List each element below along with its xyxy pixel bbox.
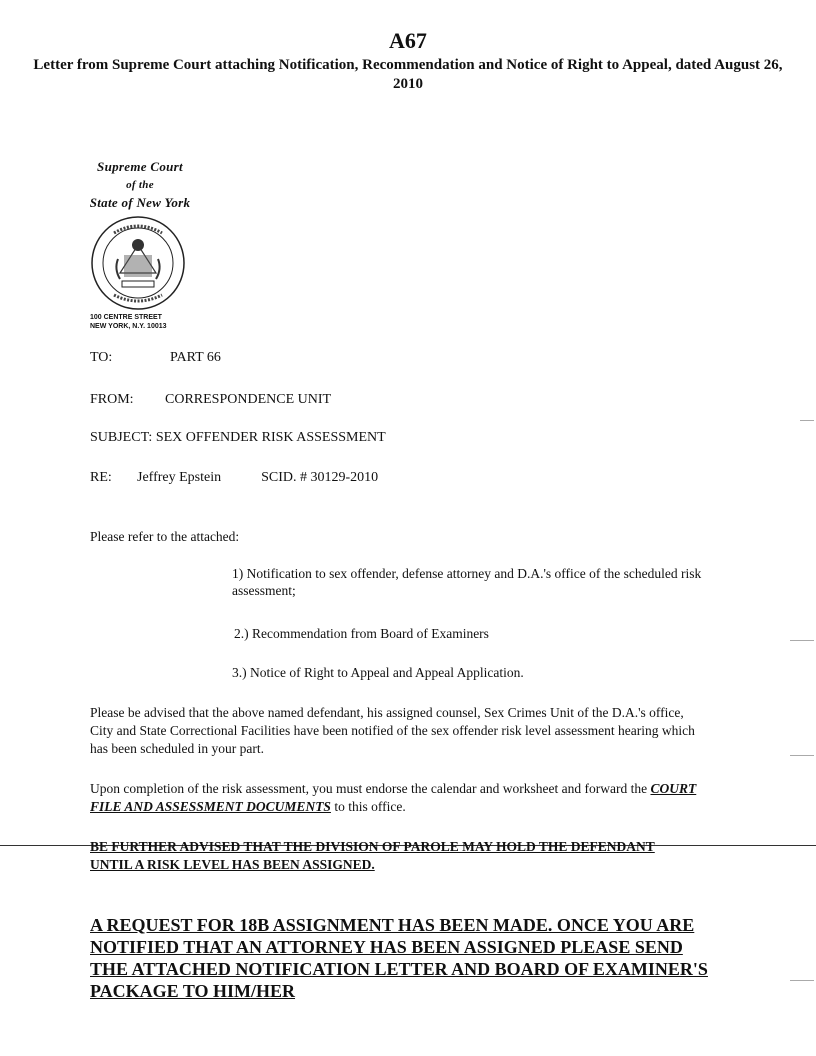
memo-to-row (90, 350, 221, 366)
memo-from-label: FROM: (90, 392, 134, 407)
address-line2: NEW YORK, N.Y. 10013 (90, 323, 167, 330)
margin-mark (790, 755, 814, 756)
notification-paragraph: Please be advised that the above named defendant, his assigned counsel, Sex Crimes Unit of the D.A.'s office, City and State Correctional Facilities have been notified of the sex offender risk level assessment hearing which has been scheduled in your part. (90, 705, 695, 756)
memo-subject-value: SEX OFFENDER RISK ASSESSMENT (155, 430, 386, 445)
memo-from-row (90, 392, 331, 408)
memo-re-value: Jeffrey Epstein (137, 470, 222, 485)
memo-subject-label: SUBJECT: (90, 430, 153, 445)
margin-mark (790, 980, 814, 981)
court-name-line3: State of New York (89, 195, 191, 210)
refer-text: Please refer to the attached: (90, 529, 240, 544)
instructions-paragraph (90, 780, 700, 816)
instructions-text-start: Upon completion of the risk assessment, you must endorse the calendar and worksheet and forward the (90, 781, 648, 796)
instructions-text-end: to this office. (334, 799, 406, 814)
exhibit-caption: Letter from Supreme Court attaching Notification, Recommendation and Notice of Right to Appeal, dated August 26, 2010 (33, 57, 783, 92)
memo-to-label: TO: (90, 350, 113, 365)
attachment-item-3: 3.) Notice of Right to Appeal and Appeal Application. (232, 665, 524, 680)
memo-scid: SCID. # 30129-2010 (261, 470, 379, 485)
memo-re-label: RE: (90, 470, 112, 485)
memo-to-value: PART 66 (170, 350, 221, 365)
court-name-line1: Supreme Court (97, 159, 183, 174)
address-line1: 100 CENTRE STREET (90, 314, 162, 321)
court-name-line2: of the (126, 179, 154, 191)
memo-re-row (90, 470, 378, 486)
attachment-item-2: 2.) Recommendation from Board of Examiners (234, 626, 489, 641)
margin-mark (790, 640, 814, 641)
memo-from-value: CORRESPONDENCE UNIT (165, 392, 332, 407)
court-file-documents-reference: COURT FILE AND ASSESSMENT DOCUMENTS (90, 781, 697, 814)
state-seal-icon (90, 215, 186, 311)
memo-subject-row (90, 430, 386, 446)
18b-request-notice: A REQUEST FOR 18B ASSIGNMENT HAS BEEN MADE. ONCE YOU ARE NOTIFIED THAT AN ATTORNEY HAS BEEN ASSIGNED PLEASE SEND THE ATTACHED NOTIFICATION LETTER AND BOARD OF EXAMINER'S PACKAGE TO HIM/HER (90, 915, 708, 1001)
margin-mark (800, 420, 814, 421)
attachment-item-1: 1) Notification to sex offender, defense attorney and D.A.'s office of the scheduled risk assessment; (232, 566, 702, 598)
exhibit-page-id: A67 (389, 28, 427, 53)
parole-warning: BE FURTHER ADVISED THAT THE DIVISION OF PAROLE MAY HOLD THE DEFENDANT UNTIL A RISK LEVEL HAS BEEN ASSIGNED. (90, 839, 655, 872)
court-address (90, 313, 167, 331)
court-letterhead-name (60, 158, 220, 212)
